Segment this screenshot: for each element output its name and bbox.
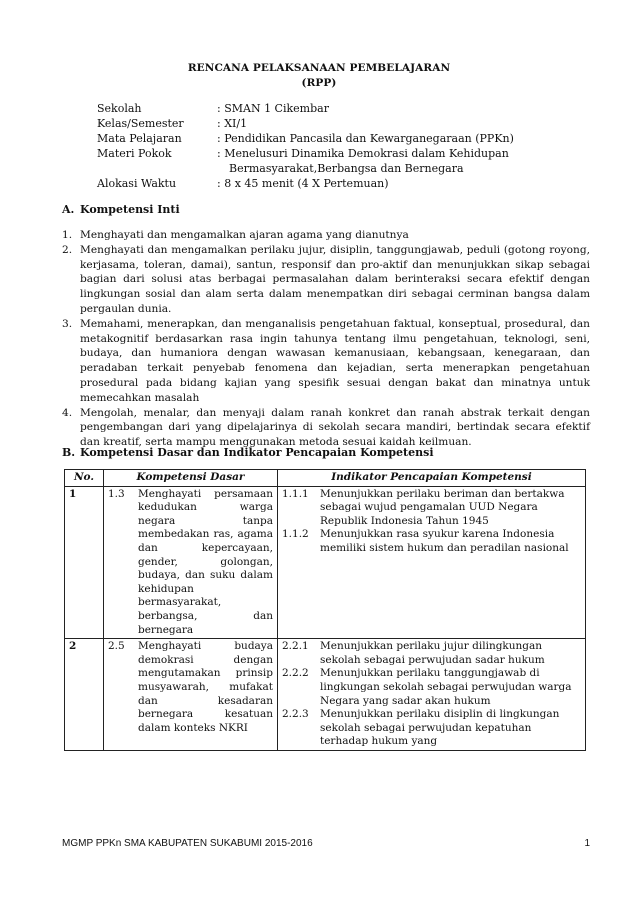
indicator-item: [282, 708, 581, 749]
section-a-heading: [62, 203, 180, 216]
list-item: [62, 317, 590, 406]
list-item: [62, 406, 590, 450]
meta-value: : Pendidikan Pancasila dan Kewarganegaraan (PPKn): [217, 132, 514, 145]
kd-text: [108, 488, 273, 638]
list-text: Mengolah, menalar, dan menyaji dalam ranah konkret dan ranah abstrak terkait dengan pengembangan dari yang dipelajarinya di sekolah secara mandiri, bertindak secara efektif dan kreatif, serta mampu menggunakan metoda sesuai kaidah keilmuan.: [80, 406, 590, 449]
footer-text: MGMP PPKn SMA KABUPATEN SUKABUMI 2015-2016: [62, 838, 313, 849]
list-number: 2.: [62, 243, 73, 256]
kd-cell: [104, 639, 278, 751]
section-title: Kompetensi Inti: [80, 203, 180, 216]
section-title: Kompetensi Dasar dan Indikator Pencapaian Kompetensi: [80, 446, 434, 459]
indicator-item: [282, 488, 581, 529]
meta-label: Materi Pokok: [97, 147, 172, 160]
table-row: [65, 639, 586, 751]
indicator-cell: [278, 639, 586, 751]
meta-label: Kelas/Semester: [97, 117, 184, 130]
document-subtitle: (RPP): [301, 77, 337, 89]
row-number: 2: [65, 639, 104, 751]
table-row: [65, 486, 586, 639]
indicator-number: 1.1.2: [282, 528, 309, 541]
list-text: Menghayati dan mengamalkan perilaku jujur, disiplin, tanggungjawab, peduli (gotong royong, kerjasama, toleran, damai), santun, responsif dan pro-aktif dan menunjukkan sikap sebagai bagian dari solusi atas berbagai permasalahan dalam berinteraksi secara efektif dengan lingkungan sosial dan alam serta dalam menempatkan diri sebagai cerminan bangsa dalam pergaulan dunia.: [80, 243, 590, 315]
meta-value: : 8 x 45 menit (4 X Pertemuan): [217, 177, 389, 190]
indicator-text: Menunjukkan perilaku beriman dan bertakwa sebagai wujud pengamalan UUD Negara Republik Indonesia Tahun 1945: [320, 487, 565, 527]
kompetensi-table: [64, 469, 586, 751]
kompetensi-inti-list: [62, 228, 590, 450]
list-text: Memahami, menerapkan, dan menganalisis pengetahuan faktual, konseptual, prosedural, dan metakognitif berdasarkan rasa ingin tahunya tentang ilmu pengetahuan, teknologi, seni, budaya, dan humaniora dengan wawasan kemanusiaan, kebangsaan, kenegaraan, dan peradaban terkait penyebab fenomena dan kejadian, serta menerapkan pengetahuan prosedural pada bidang kajian yang spesifik sesuai dengan bakat dan minatnya untuk memecahkan masalah: [80, 317, 590, 404]
document-title: RENCANA PELAKSANAAN PEMBELAJARAN: [187, 62, 451, 74]
indicator-number: 2.2.3: [282, 708, 309, 721]
row-number: 1: [65, 486, 104, 639]
indicator-item: [282, 528, 581, 555]
kd-number: 2.5: [108, 640, 125, 653]
meta-value: Bermasyarakat,Berbangsa dan Bernegara: [229, 162, 464, 175]
meta-value: : SMAN 1 Cikembar: [217, 102, 329, 115]
indicator-item: [282, 667, 581, 708]
indicator-text: Menunjukkan perilaku tanggungjawab di lingkungan sekolah sebagai perwujudan warga Negara yang sadar akan hukum: [320, 667, 572, 707]
section-letter: A.: [62, 203, 75, 216]
indicator-item: [282, 640, 581, 667]
column-header-kd: Kompetensi Dasar: [104, 470, 278, 487]
list-item: [62, 228, 590, 243]
kd-description: Menghayati budaya demokrasi dengan mengutamakan prinsip musyawarah, mufakat dan kesadaran bernegara kesatuan dalam konteks NKRI: [138, 640, 273, 734]
indicator-text: Menunjukkan perilaku disiplin di lingkungan sekolah sebagai perwujudan kepatuhan terhadap hukum yang: [320, 708, 560, 748]
indicator-number: 1.1.1: [282, 487, 309, 500]
list-item: [62, 243, 590, 317]
list-text: Menghayati dan mengamalkan ajaran agama yang dianutnya: [80, 229, 409, 241]
indicator-cell: [278, 486, 586, 639]
kd-description: Menghayati persamaan kedudukan warga negara tanpa membedakan ras, agama dan kepercayaan, gender, golongan, budaya, dan suku dalam kehidupan bermasyarakat, berbangsa, dan bernegara: [138, 487, 273, 636]
list-number: 1.: [62, 229, 73, 241]
meta-label: Alokasi Waktu: [97, 177, 177, 190]
indicator-number: 2.2.1: [282, 640, 309, 653]
list-number: 3.: [62, 317, 73, 330]
column-header-no: No.: [65, 470, 104, 487]
meta-label: Mata Pelajaran: [97, 132, 182, 145]
table-header-row: [65, 470, 586, 487]
page-number: 1: [584, 838, 590, 849]
kd-number: 1.3: [108, 487, 125, 500]
meta-value: : XI/1: [217, 117, 248, 130]
list-number: 4.: [62, 406, 73, 419]
column-header-indikator: Indikator Pencapaian Kompetensi: [278, 470, 586, 487]
kd-cell: [104, 486, 278, 639]
meta-value: : Menelusuri Dinamika Demokrasi dalam Kehidupan: [217, 147, 509, 160]
indicator-text: Menunjukkan perilaku jujur dilingkungan sekolah sebagai perwujudan sadar hukum: [320, 640, 545, 666]
section-b-heading: [62, 446, 434, 459]
section-letter: B.: [62, 446, 76, 459]
indicator-number: 2.2.2: [282, 667, 309, 680]
indicator-text: Menunjukkan rasa syukur karena Indonesia memiliki sistem hukum dan peradilan nasional: [320, 528, 569, 554]
meta-label: Sekolah: [97, 102, 142, 115]
kd-text: [108, 640, 273, 735]
